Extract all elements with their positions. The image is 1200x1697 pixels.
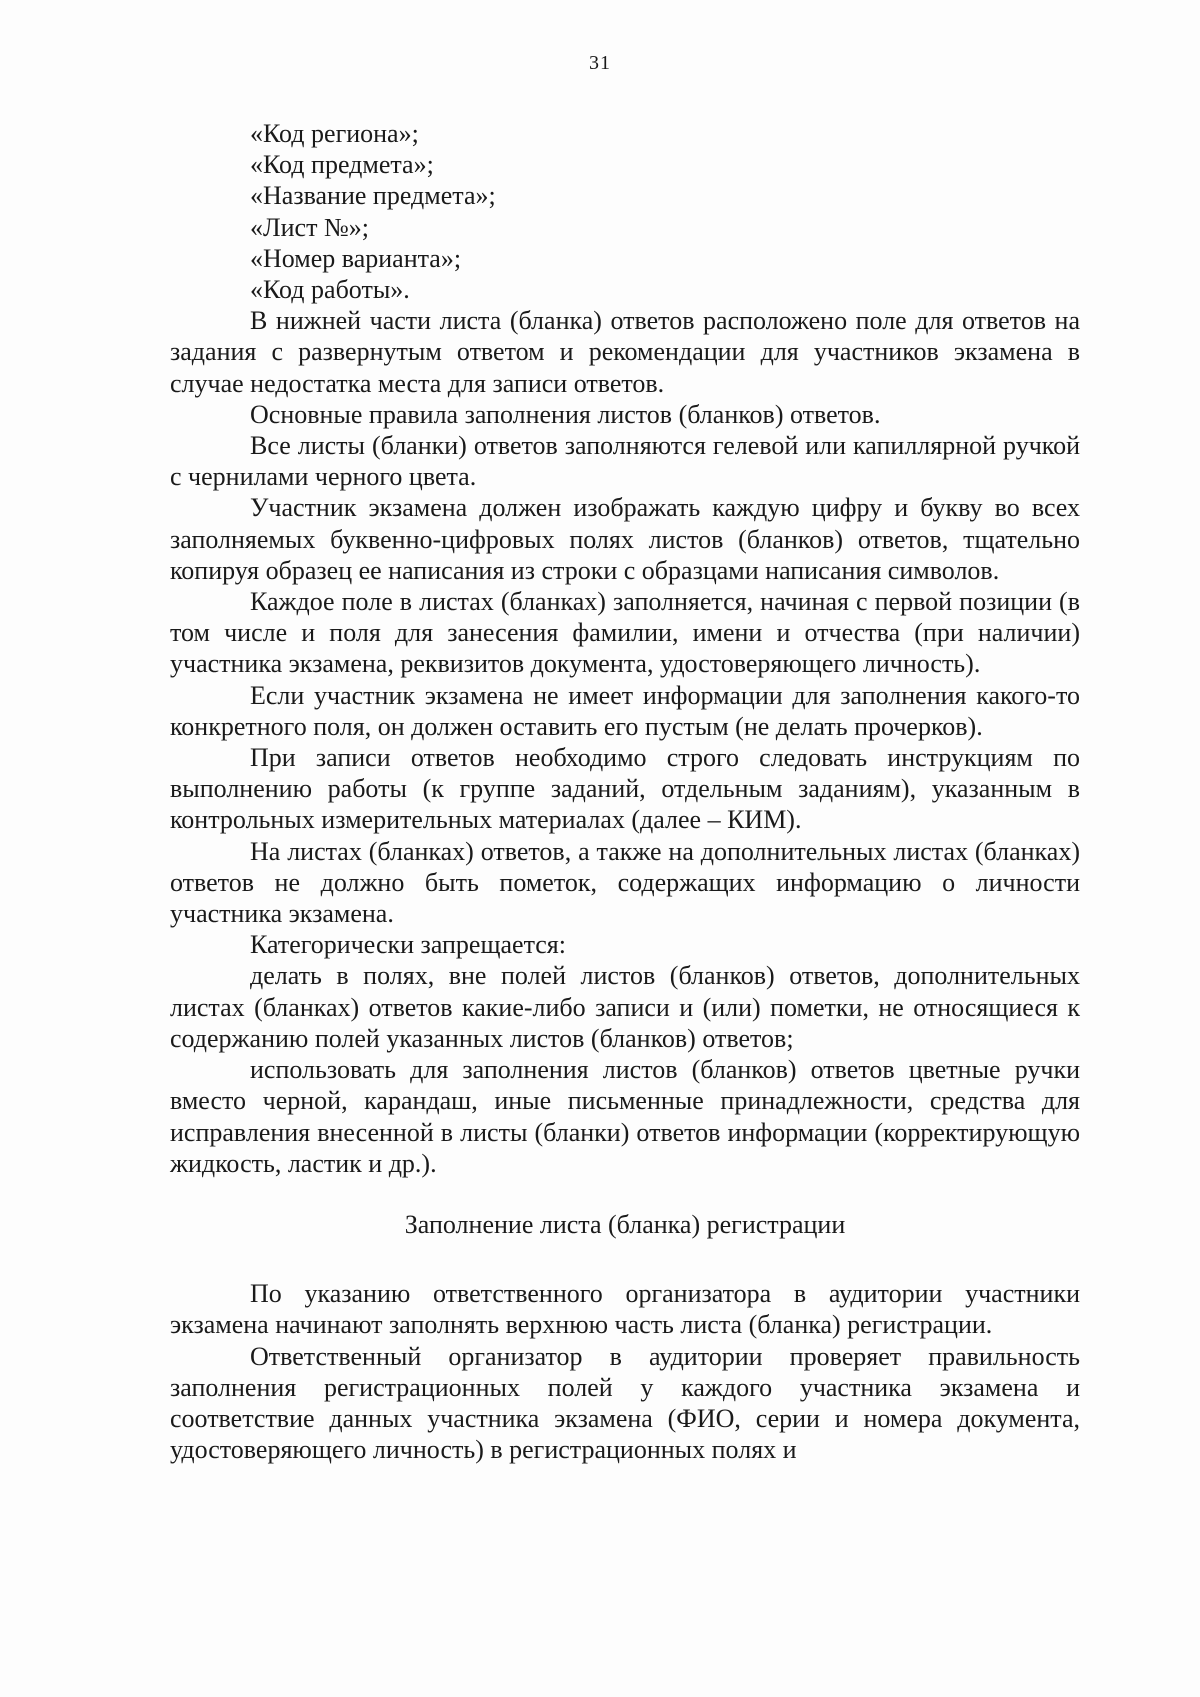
paragraph: В нижней части листа (бланка) ответов расположено поле для ответов на задания с развернутым ответом и рекомендации для участников экзамена в случае недостатка места для записи ответов. xyxy=(170,306,1080,398)
paragraph: Категорически запрещается: xyxy=(250,930,566,960)
paragraph: Ответственный организатор в аудитории проверяет правильность заполнения регистрационных полей у каждого участника экзамена и соответствие данных участника экзамена (ФИО, серии и номера документа, удостоверяющего личность) в регистрационных полях и xyxy=(170,1341,1080,1465)
paragraph: При записи ответов необходимо строго следовать инструкциям по выполнению работы (к группе заданий, отдельным заданиям), указанным в контрольных измерительных материалах (далее – КИМ). xyxy=(170,743,1080,835)
document-body xyxy=(170,118,1080,1465)
field-list-item: «Название предмета»; xyxy=(250,181,496,211)
paragraph: Все листы (бланки) ответов заполняются гелевой или капиллярной ручкой с чернилами черного цвета. xyxy=(170,431,1080,492)
field-list-item: «Лист №»; xyxy=(250,212,369,242)
field-list-item: «Номер варианта»; xyxy=(250,243,462,273)
field-list-item: «Код предмета»; xyxy=(250,150,434,180)
field-list xyxy=(170,118,1080,305)
page-number: 31 xyxy=(589,52,611,74)
paragraph: По указанию ответственного организатора в аудитории участники экзамена начинают заполнять верхнюю часть листа (бланка) регистрации. xyxy=(170,1279,1080,1340)
paragraph: использовать для заполнения листов (бланков) ответов цветные ручки вместо черной, карандаш, иные письменные принадлежности, средства для исправления внесенной в листы (бланки) ответов информации (корректирующую жидкость, ластик и др.). xyxy=(170,1055,1080,1178)
section-title: Заполнение листа (бланка) регистрации xyxy=(404,1209,846,1239)
paragraph: Основные правила заполнения листов (бланков) ответов. xyxy=(250,399,881,429)
field-list-item: «Код региона»; xyxy=(250,119,419,148)
paragraph: Если участник экзамена не имеет информации для заполнения какого-то конкретного поля, он должен оставить его пустым (не делать прочерков). xyxy=(170,680,1080,741)
paragraph: делать в полях, вне полей листов (бланков) ответов, дополнительных листах (бланках) ответов какие-либо записи и (или) пометки, не относящиеся к содержанию полей указанных листов (бланков) ответов; xyxy=(170,961,1080,1053)
paragraph: Участник экзамена должен изображать каждую цифру и букву во всех заполняемых буквенно-цифровых полях листов (бланков) ответов, тщательно копируя образец ее написания из строки с образцами написания символов. xyxy=(170,493,1080,585)
paragraph: На листах (бланках) ответов, а также на дополнительных листах (бланках) ответов не должно быть пометок, содержащих информацию о личности участника экзамена. xyxy=(170,836,1080,929)
paragraph: Каждое поле в листах (бланках) заполняется, начиная с первой позиции (в том числе и поля для занесения фамилии, имени и отчества (при наличии) участника экзамена, реквизитов документа, удостоверяющего личность). xyxy=(170,587,1080,679)
field-list-item: «Код работы». xyxy=(250,275,410,305)
